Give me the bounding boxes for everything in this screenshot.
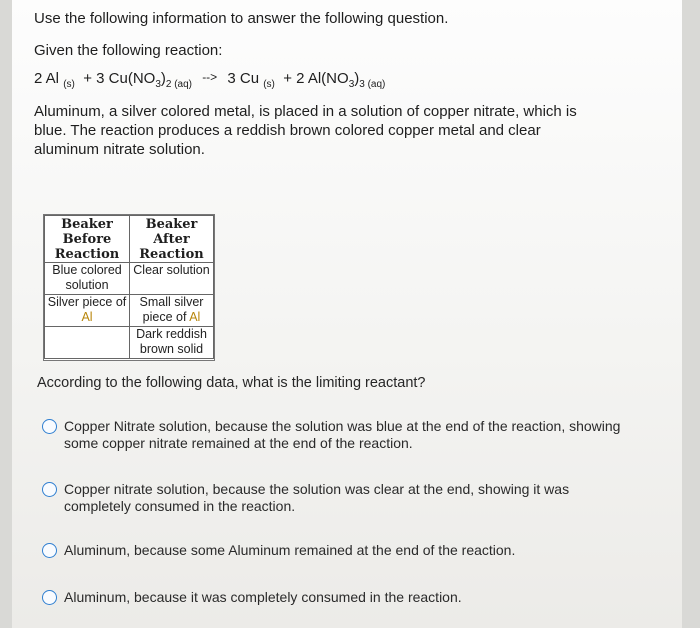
radio-button[interactable] <box>42 590 57 605</box>
table-cell <box>130 295 214 327</box>
table-cell: Clear solution <box>130 263 214 295</box>
radio-button[interactable] <box>42 543 57 558</box>
eq-arrow: --> <box>202 70 218 84</box>
question-page <box>12 0 682 628</box>
chemical-equation <box>34 70 386 90</box>
eq-subscript: (s) <box>263 79 275 90</box>
eq-subscript: 3 (aq) <box>359 79 386 90</box>
intro-text: Use the following information to answer the following question. <box>34 10 449 27</box>
eq-subscript: 2 (aq) <box>165 79 193 90</box>
table-header: Beaker After Reaction <box>130 216 214 263</box>
radio-button[interactable] <box>42 482 57 497</box>
table-cell <box>45 327 130 359</box>
option-label: Aluminum, because it was completely consumed in the reaction. <box>64 589 462 605</box>
option-label: Copper Nitrate solution, because the solution was blue at the end of the reaction, showing some copper nitrate remained at the end of the reaction. <box>64 418 621 451</box>
given-text: Given the following reaction: <box>34 42 223 59</box>
table-cell: Blue colored solution <box>45 263 130 295</box>
question-prompt: According to the following data, what is the limiting reactant? <box>37 375 426 391</box>
eq-term: ) <box>354 70 360 87</box>
answer-option-1[interactable] <box>42 418 632 452</box>
cell-highlight: Al <box>189 310 201 324</box>
table-row <box>45 327 214 359</box>
answer-option-4[interactable] <box>42 589 632 606</box>
eq-term: + 2 Al(NO <box>283 70 349 87</box>
data-table <box>43 214 215 361</box>
eq-term: 2 Al <box>34 70 60 87</box>
table-header: Beaker Before Reaction <box>45 216 130 263</box>
table-header-row <box>45 216 214 263</box>
answer-option-3[interactable] <box>42 542 632 559</box>
eq-term: ) <box>160 70 166 87</box>
option-label: Aluminum, because some Aluminum remained at the end of the reaction. <box>64 542 516 558</box>
eq-subscript: 3 <box>348 79 355 90</box>
cell-text: Silver piece of <box>47 295 127 309</box>
eq-term: 3 Cu <box>227 70 260 87</box>
cell-text: Small silver piece of <box>139 295 204 324</box>
answer-option-2[interactable] <box>42 481 632 515</box>
table-row <box>45 295 214 327</box>
cell-highlight: Al <box>81 310 93 324</box>
table-cell: Dark reddish brown solid <box>130 327 214 359</box>
eq-term: + 3 Cu(NO <box>83 70 156 87</box>
table-cell <box>45 295 130 327</box>
description-paragraph: Aluminum, a silver colored metal, is placed in a solution of copper nitrate, which is blue. The reaction produces a reddish brown colored copper metal and clear aluminum nitrate solution. <box>34 103 577 158</box>
eq-subscript: 3 <box>155 79 161 90</box>
option-label: Copper nitrate solution, because the solution was clear at the end, showing it was completely consumed in the reaction. <box>64 481 570 514</box>
table-row <box>45 263 214 295</box>
radio-button[interactable] <box>42 419 57 434</box>
eq-subscript: (s) <box>63 79 75 90</box>
